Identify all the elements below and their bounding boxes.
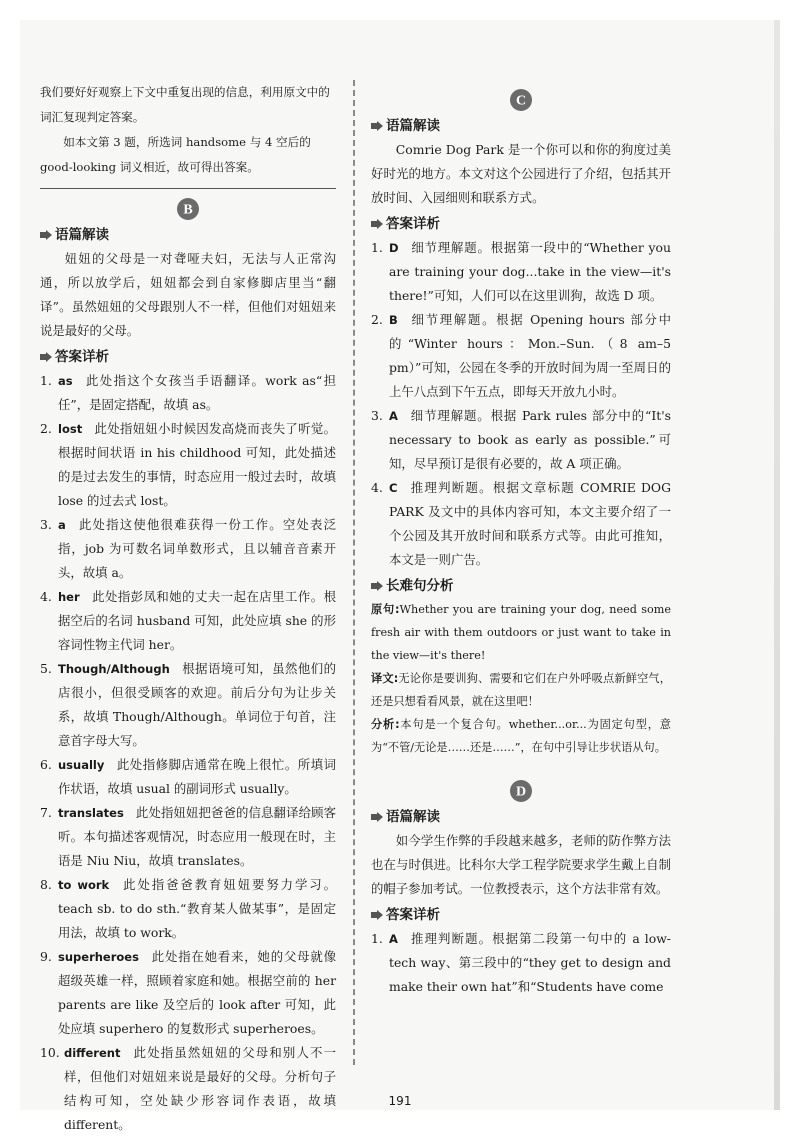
answer-key: a (58, 518, 66, 532)
answer-number: 1. (371, 240, 383, 255)
answer-text: 此处指虽然妞妞的父母和别人不一样，但他们对妞妞来说是最好的父母。分析句子结构可知，空处缺少形容词作表语，故填 different。 (64, 1045, 336, 1132)
document-page (20, 20, 780, 1132)
heading-label: 长难句分析 (386, 578, 454, 594)
answer-key: her (58, 590, 80, 604)
answer-number: 2. (40, 421, 52, 436)
answer-item (40, 945, 336, 1041)
answer-number: 8. (40, 877, 52, 892)
answer-number: 6. (40, 757, 52, 772)
answer-key: different (64, 1046, 121, 1060)
heading-label: 答案详析 (55, 349, 109, 365)
answer-item (40, 753, 336, 801)
answer-key: lost (58, 422, 83, 436)
section-d-letter: D (515, 784, 527, 800)
answer-item (40, 1041, 336, 1137)
page-number: 191 (388, 1094, 412, 1108)
section-d-reading-heading (371, 807, 671, 827)
section-c-badge-icon (509, 88, 533, 112)
section-c-reading-text: Comrie Dog Park 是一个你可以和你的狗度过美好时光的地方。本文对这个公园进行了介绍，包括其开放时间、入园细则和联系方式。 (371, 142, 671, 205)
arrow-icon (40, 230, 52, 240)
arrow-icon (371, 121, 383, 131)
section-c-letter: C (515, 93, 527, 109)
answer-text: 此处指妞妞把爸爸的信息翻译给顾客听。本句描述客观情况，时态应用一般现在时，主语是 Niu Niu，故填 translates。 (58, 805, 336, 868)
answer-text: 此处指彭凤和她的丈夫一起在店里工作。根据空后的名词 husband 可知，此处应填 she 的形容词性物主代词 her。 (58, 589, 336, 652)
answer-item (40, 657, 336, 753)
analysis (371, 713, 671, 759)
column-divider (353, 80, 355, 1065)
arrow-icon (371, 219, 383, 229)
answer-key: A (389, 932, 398, 946)
answer-text: 推理判断题。根据第二段第一句中的 a low-tech way、第三段中的“they get to design and make their own hat”和“Students have come (389, 931, 671, 994)
answer-text: 根据语境可知，虽然他们的店很小，但很受顾客的欢迎。前后分句为让步关系，故填 Though/Although。单词位于句首，注意首字母大写。 (58, 661, 336, 748)
answer-number: 4. (371, 480, 383, 495)
section-b-reading-text: 妞妞的父母是一对聋哑夫妇，无法与人正常沟通，所以放学后，妞妞都会到自家修脚店里当“翻译”。虽然妞妞的父母跟别人不一样，但他们对妞妞来说是最好的父母。 (40, 251, 336, 338)
translation-text: 无论你是要训狗、需要和它们在户外呼吸点新鲜空气，还是只想看看风景，就在这里吧！ (371, 672, 671, 708)
answer-key: as (58, 374, 73, 388)
answer-number: 3. (40, 517, 52, 532)
analysis-label: 分析: (371, 718, 400, 731)
left-column (40, 80, 336, 1139)
section-b-reading-heading (40, 225, 336, 245)
answer-number: 4. (40, 589, 52, 604)
heading-label: 语篇解读 (55, 227, 109, 243)
section-c-answer-heading (371, 214, 671, 234)
answer-item (40, 369, 336, 417)
answer-text: 此处指这使他很难获得一份工作。空处表泛指，job 为可数名词单数形式，且以辅音音素开头，故填 a。 (58, 517, 336, 580)
arrow-icon (371, 910, 383, 920)
answer-item (40, 513, 336, 585)
tip-box (40, 80, 336, 189)
answer-key: to work (58, 878, 110, 892)
answer-text: 此处指妞妞小时候因发高烧而丧失了听觉。根据时间状语 in his childhood 可知，此处描述的是过去发生的事情，时态应用一般过去时，故填 lose 的过去式 lost。 (58, 421, 336, 508)
answer-item (40, 801, 336, 873)
arrow-icon (371, 812, 383, 822)
answer-item (371, 404, 671, 476)
answer-key: translates (58, 806, 124, 820)
answer-number: 5. (40, 661, 52, 676)
section-d-reading-text: 如今学生作弊的手段越来越多，老师的防作弊方法也在与时俱进。比科尔大学工程学院要求学生戴上自制的帽子参加考试。一位教授表示，这个方法非常有效。 (371, 833, 671, 896)
answer-item (40, 873, 336, 945)
section-b-answer-heading (40, 347, 336, 367)
answer-item (371, 236, 671, 308)
answer-number: 2. (371, 312, 383, 327)
translation-label: 译文: (371, 672, 399, 685)
translation (371, 667, 671, 713)
answer-item (371, 476, 671, 572)
answer-number: 7. (40, 805, 52, 820)
answer-number: 1. (40, 373, 52, 388)
answer-key: superheroes (58, 950, 139, 964)
answer-number: 1. (371, 931, 383, 946)
section-c-sentence-heading (371, 576, 671, 596)
arrow-icon (371, 581, 383, 591)
section-c-answer-list (371, 236, 671, 572)
answer-number: 3. (371, 408, 383, 423)
answer-key: D (389, 241, 399, 255)
section-b-letter: B (183, 202, 193, 218)
tip-line-2: 如本文第 3 题，所选词 handsome 与 4 空后的 good-looking 词义相近，故可得出答案。 (40, 135, 311, 174)
answer-number: 10. (40, 1045, 60, 1060)
heading-label: 语篇解读 (386, 809, 440, 825)
answer-text: 细节理解题。根据 Park rules 部分中的“It's necessary to book as early as possible.”可知，尽早预订是很有必要的，故 A 项正确。 (389, 408, 671, 471)
answer-item (40, 585, 336, 657)
original-sentence (371, 598, 671, 667)
answer-key: A (389, 409, 398, 423)
heading-label: 语篇解读 (386, 118, 440, 134)
answer-key: C (389, 481, 398, 495)
page-edge (774, 20, 780, 1110)
answer-item (371, 927, 671, 999)
answer-item (40, 417, 336, 513)
section-d-answer-list (371, 927, 671, 999)
answer-key: B (389, 313, 398, 327)
original-label: 原句: (371, 603, 400, 616)
section-b-answer-list (40, 369, 336, 1137)
answer-item (371, 308, 671, 404)
section-b-badge-icon (176, 197, 200, 221)
analysis-text: 本句是一个复合句。whether...or...为固定句型，意为“不管/无论是……还是……”，在句中引导让步状语从句。 (371, 718, 671, 754)
answer-text: 此处指在她看来，她的父母就像超级英雄一样，照顾着家庭和她。根据空前的 her parents are like 及空后的 look after 可知，此处应填 superhero 的复数形式 superheroes。 (58, 949, 336, 1036)
answer-text: 推理判断题。根据文章标题 COMRIE DOG PARK 及文中的具体内容可知，本文主要介绍了一个公园及其开放时间和联系方式等。由此可推知，本文是一则广告。 (389, 480, 671, 567)
section-d-answer-heading (371, 905, 671, 925)
answer-key: usually (58, 758, 105, 772)
answer-text: 此处指修脚店通常在晚上很忙。所填词作状语，故填 usual 的副词形式 usually。 (58, 757, 336, 796)
section-d-badge-icon (509, 779, 533, 803)
answer-number: 9. (40, 949, 52, 964)
original-text: Whether you are training your dog, need some fresh air with them outdoors or just want to take in the view—it's there! (371, 603, 671, 662)
answer-key: Though/Although (58, 662, 170, 676)
section-c-reading-heading (371, 116, 671, 136)
tip-line-1: 我们要好好观察上下文中重复出现的信息，利用原文中的词汇复现判定答案。 (40, 85, 330, 124)
right-column (371, 80, 671, 1001)
heading-label: 答案详析 (386, 907, 440, 923)
answer-text: 细节理解题。根据第一段中的“Whether you are training your dog...take in the view—it's there!”可知，人们可以在这里训狗，故选 D 项。 (389, 240, 671, 303)
answer-text: 此处指爸爸教育妞妞要努力学习。teach sb. to do sth.“教育某人做某事”，是固定用法，故填 to work。 (58, 877, 337, 940)
answer-text: 此处指这个女孩当手语翻译。work as“担任”，是固定搭配，故填 as。 (58, 373, 336, 412)
arrow-icon (40, 352, 52, 362)
heading-label: 答案详析 (386, 216, 440, 232)
answer-text: 细节理解题。根据 Opening hours 部分中的“Winter hours：Mon.–Sun.（8 am–5 pm）”可知，公园在冬季的开放时间为周一至周日的上午八点到下午五点，即每天开放九小时。 (389, 312, 671, 399)
